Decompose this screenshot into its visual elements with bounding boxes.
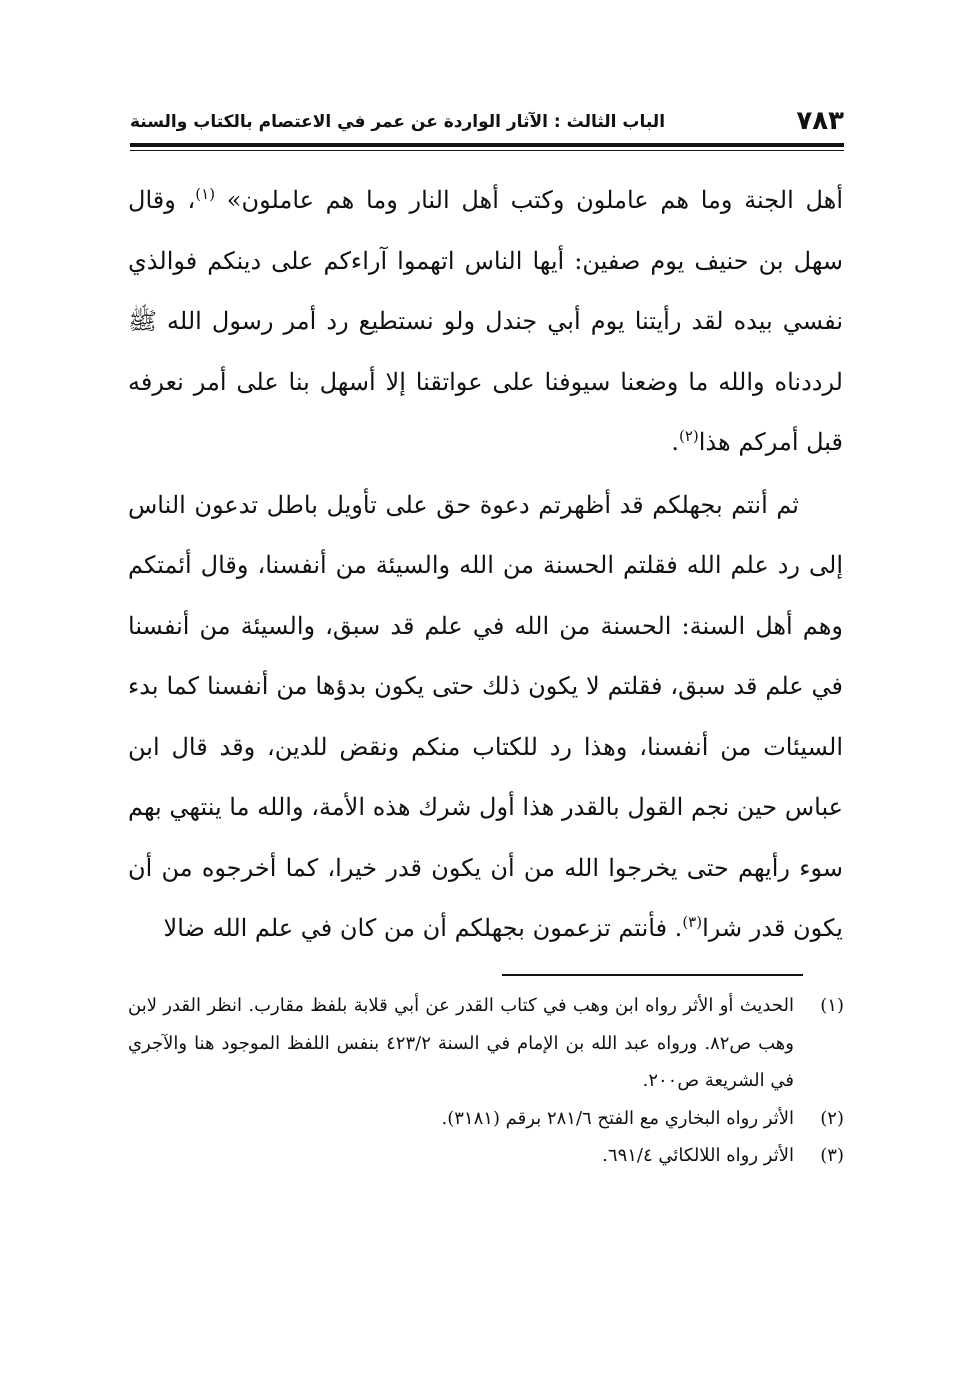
footnote-number: (١) <box>820 995 844 1016</box>
footnote-ref-3: (٣) <box>682 913 703 931</box>
paragraph-2 <box>128 475 843 959</box>
footnote-number: (٢) <box>820 1107 844 1129</box>
paragraph-1-text-b: ، وقال سهل بن حنيف يوم صفين: أيها الناس اتهموا آراءكم على دينكم فوالذي نفسي بيده لقد رأيتنا يوم أبي جندل ولو نستطيع رد أمر رسول الله ﷺ لرددناه والله ما وضعنا سيوفنا على عواتقنا إلا أسهل بنا على أمر نعرفه قبل أمركم هذا <box>128 186 843 456</box>
page-number: ٧٨٣ <box>796 106 844 136</box>
footnote-2 <box>128 1100 844 1138</box>
running-title: الباب الثالث : الآثار الواردة عن عمر في الاعتصام بالكتاب والسنة <box>130 112 666 132</box>
footnote-text: الحديث أو الأثر رواه ابن وهب في كتاب القدر عن أبي قلابة بلفظ مقارب. انظر القدر لابن وهب ص٨٢. ورواه عبد الله بن الإمام في السنة ٤٢٣/٢ بنفس اللفظ الموجود هنا والآجري في الشريعة ص٢٠٠. <box>128 995 794 1091</box>
paragraph-2-text-a: ثم أنتم بجهلكم قد أظهرتم دعوة حق على تأويل باطل تدعون الناس إلى رد علم الله فقلتم الحسنة من الله والسيئة من أنفسنا، وقال أئمتكم وهم أهل السنة: الحسنة من الله في علم قد سبق، والسيئة من أنفسنا في علم قد سبق، فقلتم لا يكون ذلك حتى يكون بدؤها من أنفسنا كما بدء السيئات من أنفسنا، وهذا رد للكتاب منكم ونقض للدين، وقد قال ابن عباس حين نجم القول بالقدر هذا أول شرك هذه الأمة، والله ما ينتهي بهم سوء رأيهم حتى يخرجوا الله من أن يكون قدر خيرا، كما أخرجوه من أن يكون قدر شرا <box>128 490 844 942</box>
footnote-3 <box>128 1137 844 1175</box>
footnote-text: الأثر رواه البخاري مع الفتح ٢٨١/٦ برقم (٣١٨١). <box>441 1107 794 1129</box>
paragraph-1-text-c: . <box>671 428 679 456</box>
paragraph-1 <box>128 170 843 473</box>
footnote-separator <box>502 974 803 976</box>
footnote-1 <box>128 987 844 1100</box>
footnote-number: (٣) <box>820 1145 844 1166</box>
header-rule-thick <box>130 143 844 147</box>
footnotes <box>128 987 844 1175</box>
page-header <box>130 100 844 142</box>
footnote-ref-1: (١) <box>195 185 216 203</box>
main-text <box>128 170 843 959</box>
footnote-ref-2: (٢) <box>678 427 699 445</box>
paragraph-2-text-b: . فأنتم تزعمون بجهلكم أن من كان في علم الله ضالا <box>163 914 683 942</box>
paragraph-1-text-a: أهل الجنة وما هم عاملون وكتب أهل النار وما هم عاملون» <box>215 186 844 214</box>
footnote-text: الأثر رواه اللالكائي ٦٩١/٤. <box>602 1145 794 1166</box>
header-rule-thin <box>130 150 844 151</box>
